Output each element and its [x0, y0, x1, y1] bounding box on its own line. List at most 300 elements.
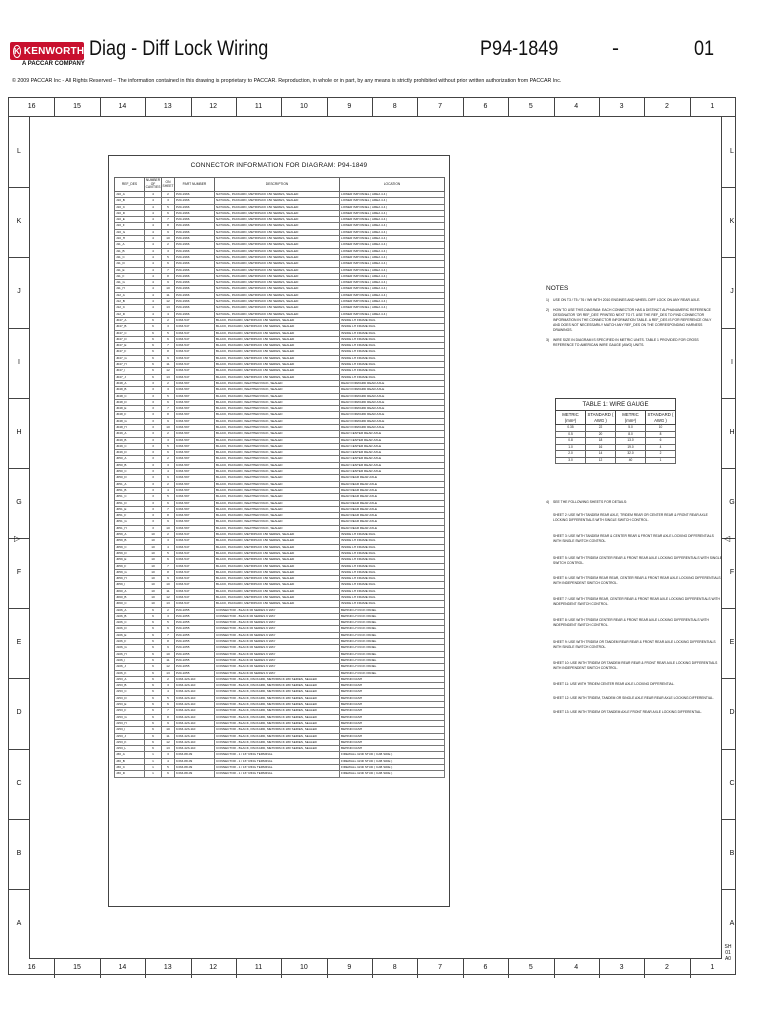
header-ref-des: REF_DES	[115, 178, 145, 192]
note-item	[546, 500, 726, 505]
right-row-letter: G	[729, 498, 735, 506]
description-cell: BLACK, PACKARD, WEATHER PACK, SEALED	[215, 450, 340, 456]
top-column-zone-number: 13	[163, 103, 172, 110]
location-cell: REAR FORWARD REAR AXLE	[340, 387, 445, 393]
part-number-cell: P20-1966	[175, 311, 215, 317]
location-cell: BEHIND LH KICK PANEL	[340, 639, 445, 645]
location-cell: INSIDE LH FRAME RAIL	[340, 576, 445, 582]
part-number-cell: P20-1966	[175, 273, 215, 279]
description-cell: BLACK, PACKARD, WEATHER PACK, SEALED	[215, 399, 340, 405]
location-cell: REAR REAR REAR AXLE	[340, 487, 445, 493]
location-cell: LOWER IMP PANEL ( AREA 4.4 )	[340, 210, 445, 216]
left-row-letter: L	[17, 148, 21, 156]
cavities-cell: 6	[145, 343, 162, 349]
part-number-cell: K333-547	[175, 595, 215, 601]
cavities-cell: 6	[145, 689, 162, 695]
ref-des-cell: J048_D	[115, 399, 145, 405]
zone-tick	[372, 959, 373, 978]
right-row-letter: B	[729, 849, 735, 857]
part-number-cell: K333-88-09	[175, 758, 215, 764]
zone-tick	[644, 959, 645, 978]
location-cell: INSIDE LH FRAME RAIL	[340, 324, 445, 330]
sheet-cell: 12	[162, 739, 175, 745]
description-cell: CONNECTOR - BLACK, PACKARD, METRIPACK 280 SERIES, SEALED	[215, 727, 340, 733]
sheet-cell: 13	[162, 670, 175, 676]
sheet-cell: 5	[162, 494, 175, 500]
description-cell: BLACK, PACKARD, METRIPACK 150 SERIES, SEALED	[215, 362, 340, 368]
description-cell: BLACK, PACKARD, WEATHER PACK, SEALED	[215, 387, 340, 393]
location-cell: FIREWALL GND STUD ( CAB SIDE )	[340, 765, 445, 771]
right-row-letter: A	[729, 919, 735, 927]
sheet-cell: 9	[162, 355, 175, 361]
part-number-cell: K333-597	[175, 393, 215, 399]
cavities-cell: 6	[145, 720, 162, 726]
ref-des-cell: J051_G	[115, 519, 145, 525]
sheet-cell: 10	[162, 727, 175, 733]
zone-tick	[236, 959, 237, 978]
part-number-cell: K333-597	[175, 481, 215, 487]
part-number-cell: K333-597	[175, 506, 215, 512]
ref-des-cell: J050_A	[115, 456, 145, 462]
cavities-cell: 6	[145, 727, 162, 733]
location-cell: INSIDE LH FRAME RAIL	[340, 317, 445, 323]
location-cell: INSIDE LH FRAME RAIL	[340, 601, 445, 607]
wire-gauge-cell: 13.0	[616, 438, 646, 445]
ref-des-cell: J050_B	[115, 462, 145, 468]
description-cell: BLACK, PACKARD, METRIPACK 150 SERIES, SEALED	[215, 550, 340, 556]
wire-gauge-cell: 8	[646, 431, 676, 438]
description-cell: BLACK, PACKARD, METRIPACK 150 SERIES, SEALED	[215, 368, 340, 374]
part-number-cell: K333-597	[175, 406, 215, 412]
ref-des-cell: J106_K	[115, 670, 145, 676]
ref-des-cell: J10_D	[115, 210, 145, 216]
location-cell: INSIDE LH FRAME RAIL	[340, 550, 445, 556]
location-cell: BEHIND LH KICK PANEL	[340, 626, 445, 632]
cavities-cell: 6	[145, 651, 162, 657]
zone-tick	[599, 959, 600, 978]
zone-tick	[54, 98, 55, 117]
ref-des-cell: J153_D	[115, 695, 145, 701]
sheet-cell: 2	[162, 431, 175, 437]
connector-table-header	[115, 178, 445, 192]
ref-des-cell: J11_H	[115, 286, 145, 292]
part-number-cell: K333-423-110	[175, 702, 215, 708]
part-number-cell: P20-1966	[175, 248, 215, 254]
ref-des-cell: J106_D	[115, 626, 145, 632]
sheet-reference-item: SHEET 11: USE WITH TRIDEM CENTER REAR AXLE LOCKING DIFFERENTIAL.	[553, 682, 675, 686]
part-number-cell: K333-597	[175, 412, 215, 418]
ref-des-cell: J048_H	[115, 424, 145, 430]
cavities-cell: 3	[145, 437, 162, 443]
sheet-cell: 6	[162, 336, 175, 342]
cavities-cell: 4	[145, 242, 162, 248]
sheet-cell: 10	[162, 286, 175, 292]
sheet-cell: 3	[162, 324, 175, 330]
ref-des-cell: J049_D	[115, 450, 145, 456]
wire-gauge-cell: 22	[586, 425, 616, 432]
wire-gauge-cell: 4	[646, 444, 676, 451]
cavities-cell: 4	[145, 198, 162, 204]
sheet-cell: 13	[162, 305, 175, 311]
location-cell: REAR REAR REAR AXLE	[340, 481, 445, 487]
ref-des-cell: J047_I	[115, 368, 145, 374]
zone-tick	[281, 959, 282, 978]
ref-des-cell: J10_G	[115, 229, 145, 235]
bottom-column-zone-number: 12	[209, 964, 218, 971]
location-cell: REAR FORWARD REAR AXLE	[340, 399, 445, 405]
cavities-cell: 6	[145, 607, 162, 613]
ref-des-cell: J153_H	[115, 720, 145, 726]
ref-des-cell: J106_F	[115, 639, 145, 645]
ref-des-cell: J106_A	[115, 607, 145, 613]
wire-gauge-cell: 19.0	[616, 444, 646, 451]
zone-tick	[463, 98, 464, 117]
part-number-cell: K333-547	[175, 336, 215, 342]
description-cell: BLACK, PACKARD, WEATHER PACK, SEALED	[215, 456, 340, 462]
sheet-cell: 8	[162, 273, 175, 279]
location-cell: BEHIND DASH	[340, 720, 445, 726]
part-number-cell: P20-1966	[175, 261, 215, 267]
location-cell: BEHIND LH KICK PANEL	[340, 620, 445, 626]
sheet-cell: 9	[162, 576, 175, 582]
row-tick	[722, 678, 736, 679]
sheet-cell: 6	[162, 557, 175, 563]
part-number-cell: K333-597	[175, 437, 215, 443]
description-cell: BLACK, PACKARD, METRIPACK 150 SERIES, SEALED	[215, 544, 340, 550]
description-cell: NATURAL, PACKARD, METRIPACK 150 SERIES, SEALED	[215, 267, 340, 273]
cavities-cell: 6	[145, 317, 162, 323]
location-cell: REAR CENTER REAR AXLE	[340, 456, 445, 462]
ref-des-cell: J060_C	[115, 601, 145, 607]
location-cell: BEHIND LH KICK PANEL	[340, 632, 445, 638]
row-tick	[9, 398, 29, 399]
sheet-cell: 6	[162, 399, 175, 405]
cavities-cell: 3	[145, 519, 162, 525]
cavities-cell: 6	[145, 349, 162, 355]
description-cell: NATURAL, PACKARD, METRIPACK 150 SERIES, SEALED	[215, 273, 340, 279]
location-cell: BEHIND LH KICK PANEL	[340, 613, 445, 619]
description-cell: NATURAL, PACKARD, METRIPACK 150 SERIES, SEALED	[215, 223, 340, 229]
description-cell: NATURAL, PACKARD, METRIPACK 150 SERIES, SEALED	[215, 261, 340, 267]
sheet-cell: 5	[162, 254, 175, 260]
cavities-cell: 4	[145, 248, 162, 254]
wire-gauge-cell: 3.0	[556, 457, 586, 464]
ref-des-cell: J12_C	[115, 305, 145, 311]
cavities-cell: 6	[145, 733, 162, 739]
cavities-cell: 4	[145, 217, 162, 223]
cavities-cell: 3	[145, 500, 162, 506]
cavities-cell: 6	[145, 714, 162, 720]
location-cell: BEHIND LH KICK PANEL	[340, 657, 445, 663]
part-number-cell: K333-547	[175, 349, 215, 355]
description-cell: NATURAL, PACKARD, METRIPACK 150 SERIES, SEALED	[215, 204, 340, 210]
header-cavities: NUMBER OF CAVITIES	[145, 178, 162, 192]
cavities-cell: 6	[145, 336, 162, 342]
wire-gauge-cell: 1	[646, 457, 676, 464]
part-number-cell: K333-547	[175, 368, 215, 374]
right-row-letter: F	[729, 569, 735, 577]
location-cell: REAR REAR REAR AXLE	[340, 494, 445, 500]
sheet-cell: 2	[162, 192, 175, 198]
location-cell: LOWER IMP PANEL ( AREA 4.4 )	[340, 217, 445, 223]
part-number-cell: K333-597	[175, 450, 215, 456]
location-cell: REAR FORWARD REAR AXLE	[340, 424, 445, 430]
part-number-cell: K333-597	[175, 494, 215, 500]
part-number-cell: K333-597	[175, 487, 215, 493]
ref-des-cell: J047_G	[115, 355, 145, 361]
sheet-cell: 8	[162, 223, 175, 229]
part-number-cell: P20-1055	[175, 613, 215, 619]
ref-des-cell: J048_B	[115, 387, 145, 393]
cavities-cell: 3	[145, 393, 162, 399]
location-cell: INSIDE LH FRAME RAIL	[340, 588, 445, 594]
cavities-cell: 10	[145, 532, 162, 538]
ref-des-cell: J10_E	[115, 217, 145, 223]
part-number-cell: P20-1966	[175, 192, 215, 198]
location-cell: REAR FORWARD REAR AXLE	[340, 418, 445, 424]
part-number-cell: P20-1966	[175, 286, 215, 292]
location-cell: REAR CENTER REAR AXLE	[340, 443, 445, 449]
cavities-cell: 10	[145, 544, 162, 550]
part-number-cell: K333-597	[175, 418, 215, 424]
part-number-cell: P20-1055	[175, 620, 215, 626]
sheet-cell: 2	[162, 481, 175, 487]
bottom-column-zone-number: 9	[347, 964, 352, 971]
description-cell: BLACK, PACKARD, WEATHER PACK, SEALED	[215, 393, 340, 399]
wire-gauge-cell: 0.5	[556, 431, 586, 438]
sheet-cell: 9	[162, 645, 175, 651]
location-cell: LOWER IMP PANEL ( AREA 4.4 )	[340, 223, 445, 229]
ref-des-cell: J047_A	[115, 317, 145, 323]
part-number-cell: K333-547	[175, 550, 215, 556]
sheet-cell: 7	[162, 267, 175, 273]
sheet-cell: 9	[162, 519, 175, 525]
description-cell: CONNECTOR - BLACK, PACKARD, METRIPACK 280 SERIES, SEALED	[215, 746, 340, 752]
bottom-column-zone-number: 13	[163, 964, 172, 971]
sheet-cell: 3	[162, 248, 175, 254]
part-number-cell: K333-547	[175, 317, 215, 323]
wire-gauge-cell: 40	[616, 457, 646, 464]
description-cell: BLACK, PACKARD, METRIPACK 150 SERIES, SEALED	[215, 563, 340, 569]
location-cell: REAR REAR REAR AXLE	[340, 519, 445, 525]
cavities-cell: 1	[145, 771, 162, 777]
zone-tick	[145, 98, 146, 117]
left-row-letter: K	[16, 218, 22, 226]
ref-des-cell: J059_C	[115, 544, 145, 550]
ref-des-cell: J106_G	[115, 645, 145, 651]
sheet-cell: 7	[162, 632, 175, 638]
column-zone-strip-top	[9, 98, 735, 117]
sheet-cell: 5	[162, 204, 175, 210]
ref-des-cell: J106_J	[115, 664, 145, 670]
part-number-cell: P20-1966	[175, 299, 215, 305]
location-cell: REAR REAR REAR AXLE	[340, 513, 445, 519]
right-row-letter: I	[731, 358, 733, 366]
description-cell: BLACK, PACKARD, WEATHER PACK, SEALED	[215, 500, 340, 506]
cavities-cell: 6	[145, 632, 162, 638]
ref-des-cell: J153_K	[115, 739, 145, 745]
description-cell: BLACK, PACKARD, WEATHER PACK, SEALED	[215, 406, 340, 412]
sheet-cell: 2	[162, 676, 175, 682]
location-cell: REAR CENTER REAR AXLE	[340, 462, 445, 468]
logo-subtitle: A PACCAR COMPANY	[22, 61, 85, 67]
sheet-reference-item: SHEET 2: USE WITH TANDEM REAR AXLE, TRIDEM REAR OR CENTER REAR & FRONT REAR AXLE LOCKING DIFFERENTIALS WITH SINGLE SWITCH CONTROL.	[553, 513, 708, 523]
description-cell: CONNECTOR - BLACK 06 SERIES 6 WAY	[215, 639, 340, 645]
location-cell: INSIDE LH FRAME RAIL	[340, 557, 445, 563]
zone-tick	[372, 98, 373, 117]
cavities-cell: 3	[145, 487, 162, 493]
ref-des-cell: J051_E	[115, 506, 145, 512]
ref-des-cell: J12_A	[115, 292, 145, 298]
sheet-cell: 11	[162, 733, 175, 739]
part-number-cell: K333-547	[175, 588, 215, 594]
ref-des-cell: J051_A	[115, 481, 145, 487]
cavities-cell: 3	[145, 525, 162, 531]
location-cell: BEHIND DASH	[340, 683, 445, 689]
center-mark-left-icon: ▷	[14, 534, 21, 543]
sheet-cell: 5	[162, 443, 175, 449]
description-cell: BLACK, PACKARD, WEATHER PACK, SEALED	[215, 412, 340, 418]
part-number-cell: K333-88-09	[175, 752, 215, 758]
cavities-cell: 4	[145, 254, 162, 260]
left-row-letter: J	[17, 288, 21, 296]
top-column-zone-number: 1	[710, 103, 715, 110]
header-on-sheet: ON SHEET	[162, 178, 175, 192]
row-tick	[9, 889, 29, 890]
left-row-letter: F	[16, 569, 22, 577]
cavities-cell: 4	[145, 210, 162, 216]
location-cell: REAR FORWARD REAR AXLE	[340, 393, 445, 399]
cavities-cell: 3	[145, 481, 162, 487]
sheet-cell: 5	[162, 765, 175, 771]
part-number-cell: P20-1055	[175, 639, 215, 645]
part-number-cell: P20-1055	[175, 651, 215, 657]
cavities-cell: 6	[145, 664, 162, 670]
ref-des-cell: J051_D	[115, 500, 145, 506]
sheet-cell: 11	[162, 588, 175, 594]
cavities-cell: 6	[145, 683, 162, 689]
part-number-cell: P20-1055	[175, 645, 215, 651]
note-number: 3)	[546, 338, 550, 342]
ref-des-cell: J12_D	[115, 311, 145, 317]
zone-tick	[54, 959, 55, 978]
ref-des-cell: J10_F	[115, 223, 145, 229]
part-number-cell: P20-1055	[175, 626, 215, 632]
description-cell: NATURAL, PACKARD, METRIPACK 150 SERIES, SEALED	[215, 280, 340, 286]
cavities-cell: 3	[145, 462, 162, 468]
left-row-letter: E	[16, 639, 22, 647]
zone-tick	[599, 98, 600, 117]
cavities-cell: 4	[145, 292, 162, 298]
location-cell: REAR FORWARD REAR AXLE	[340, 406, 445, 412]
description-cell: NATURAL, PACKARD, METRIPACK 150 SERIES, SEALED	[215, 292, 340, 298]
description-cell: BLACK, PACKARD, WEATHER PACK, SEALED	[215, 475, 340, 481]
description-cell: BLACK, PACKARD, WEATHER PACK, SEALED	[215, 431, 340, 437]
wire-gauge-cell: 0.8	[556, 438, 586, 445]
location-cell: FIREWALL GND STUD ( CAB SIDE )	[340, 771, 445, 777]
part-number-cell: K333-423-110	[175, 689, 215, 695]
zone-tick	[554, 98, 555, 117]
sheet-reference-item: SHEET 9: USE WITH TRIDEM OR TANDEM REAR REAR & FRONT REAR AXLE LOCKING DIFFERENTIALS WITH SINGLE SWITCH CONTROL.	[553, 640, 716, 650]
description-cell: CONNECTOR - BLACK, PACKARD, METRIPACK 280 SERIES, SEALED	[215, 714, 340, 720]
cavities-cell: 1	[145, 765, 162, 771]
ref-des-cell: J153_C	[115, 689, 145, 695]
description-cell: BLACK, PACKARD, METRIPACK 150 SERIES, SEALED	[215, 569, 340, 575]
row-tick	[722, 257, 736, 258]
zone-tick	[690, 959, 691, 978]
part-number-cell: K333-547	[175, 362, 215, 368]
cavities-cell: 10	[145, 601, 162, 607]
row-tick	[722, 187, 736, 188]
sheet-cell: 8	[162, 349, 175, 355]
cavities-cell: 10	[145, 588, 162, 594]
top-column-zone-number: 3	[619, 103, 624, 110]
part-number-cell: K333-547	[175, 582, 215, 588]
ref-des-cell: J106_B	[115, 613, 145, 619]
location-cell: LOWER IMP PANEL ( AREA 4.4 )	[340, 229, 445, 235]
ref-des-cell: J049_C	[115, 443, 145, 449]
top-column-zone-number: 15	[73, 103, 81, 110]
bottom-column-zone-number: 8	[392, 964, 397, 971]
top-column-zone-number: 11	[254, 103, 263, 110]
sheet-cell: 2	[162, 380, 175, 386]
description-cell: CONNECTOR - BLACK 06 SERIES 6 WAY	[215, 620, 340, 626]
sheet-cell: 9	[162, 229, 175, 235]
zone-tick	[508, 959, 509, 978]
cavities-cell: 3	[145, 456, 162, 462]
row-tick	[722, 749, 736, 750]
zone-tick	[145, 959, 146, 978]
column-zone-strip-bottom	[9, 959, 735, 978]
row-tick	[9, 819, 29, 820]
description-cell: BLACK, PACKARD, METRIPACK 150 SERIES, SEALED	[215, 374, 340, 380]
zone-tick	[327, 98, 328, 117]
top-column-zone-number: 16	[27, 103, 36, 110]
part-number-cell: K333-547	[175, 563, 215, 569]
part-number-cell: K333-88-09	[175, 771, 215, 777]
cavities-cell: 1	[145, 758, 162, 764]
wire-gauge-cell: 12	[586, 457, 616, 464]
description-cell: CONNECTOR - BLACK 06 SERIES 6 WAY	[215, 632, 340, 638]
cavities-cell: 1	[145, 752, 162, 758]
cavities-cell: 4	[145, 192, 162, 198]
part-number-cell: P20-1966	[175, 305, 215, 311]
wire-gauge-cell: 2	[646, 451, 676, 458]
cavities-cell: 10	[145, 595, 162, 601]
part-number-cell: K333-597	[175, 443, 215, 449]
ref-des-cell: J059_D	[115, 550, 145, 556]
ref-des-cell: J153_J	[115, 733, 145, 739]
location-cell: LOWER IMP PANEL ( AREA 4.4 )	[340, 254, 445, 260]
location-cell: INSIDE LH FRAME RAIL	[340, 538, 445, 544]
description-cell: CONNECTOR - BLACK, PACKARD, METRIPACK 280 SERIES, SEALED	[215, 720, 340, 726]
location-cell: INSIDE LH FRAME RAIL	[340, 563, 445, 569]
part-number-cell: K333-597	[175, 380, 215, 386]
sheet-cell: 12	[162, 664, 175, 670]
description-cell: BLACK, PACKARD, METRIPACK 150 SERIES, SEALED	[215, 595, 340, 601]
row-tick	[722, 819, 736, 820]
note-number: 4)	[546, 500, 550, 504]
header-description: DESCRIPTION	[215, 178, 340, 192]
location-cell: BEHIND LH KICK PANEL	[340, 645, 445, 651]
description-cell: CONNECTOR - BLACK, PACKARD, METRIPACK 280 SERIES, SEALED	[215, 708, 340, 714]
sheet-reference-item: SHEET 6: USE WITH TRIDEM REAR REAR, CENTER REAR & FRONT REAR AXLE LOCKING DIFFERENTIALS WITH INDEPENDENT SWITCH CONTROL.	[553, 576, 721, 586]
right-row-letter: D	[729, 709, 735, 717]
wire-gauge-cell: 8.0	[616, 431, 646, 438]
sheet-cell: 5	[162, 695, 175, 701]
sheet-cell: 2	[162, 532, 175, 538]
description-cell: CONNECTOR - BLACK, PACKARD, METRIPACK 280 SERIES, SEALED	[215, 683, 340, 689]
